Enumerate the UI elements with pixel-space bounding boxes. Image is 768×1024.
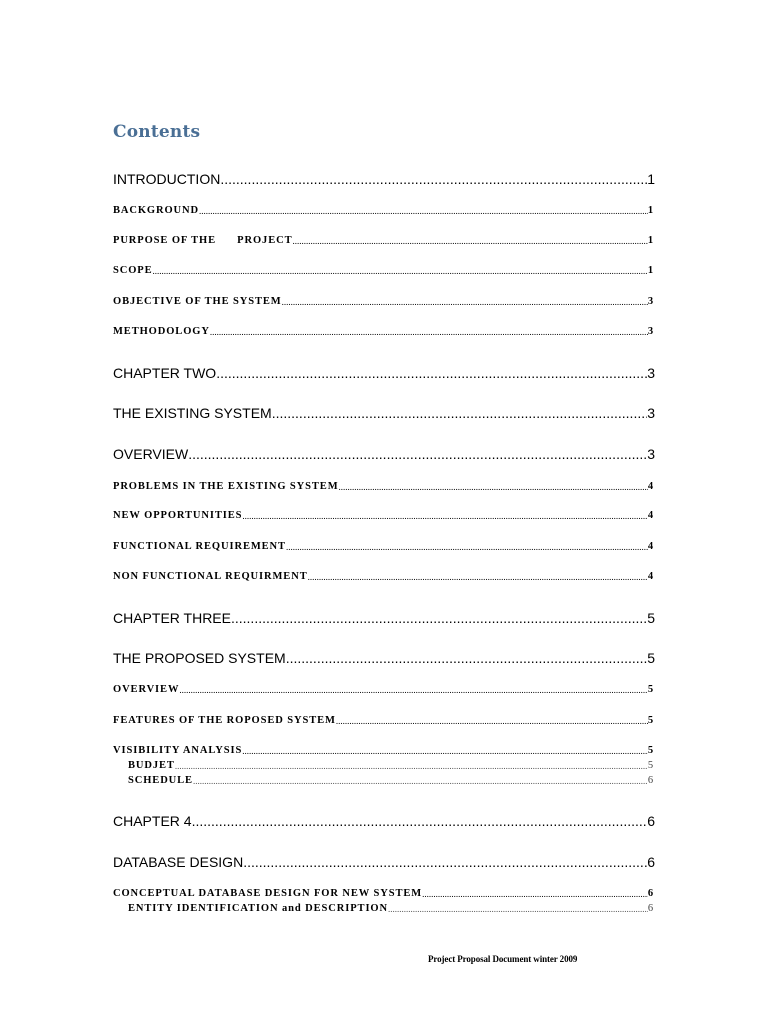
toc-entry-title: THE PROPOSED SYSTEM — [113, 650, 286, 666]
toc-entry-page: 1 — [647, 235, 654, 246]
toc-entry-page: 4 — [647, 541, 654, 552]
toc-entry-title: THE EXISTING SYSTEM — [113, 405, 272, 421]
toc-leader-dots — [216, 365, 647, 381]
toc-leader-dots — [388, 904, 648, 914]
toc-entry-title: NON FUNCTIONAL REQUIRMENT — [113, 571, 308, 582]
toc-leader-dots — [282, 297, 648, 307]
toc-entry-functional-requirement[interactable] — [113, 541, 654, 552]
toc-leader-dots — [220, 171, 647, 187]
toc-leader-dots — [308, 572, 648, 582]
toc-entry-title: BACKGROUND — [113, 205, 200, 216]
toc-leader-dots — [188, 446, 647, 462]
toc-entry-title: ENTITY IDENTIFICATION and DESCRIPTION — [128, 903, 388, 914]
toc-entry-chapter-three[interactable] — [113, 610, 655, 626]
toc-entry-title: CHAPTER TWO — [113, 365, 217, 381]
toc-leader-dots — [192, 813, 648, 829]
toc-leader-dots — [210, 327, 648, 337]
toc-entry-page: 4 — [647, 510, 654, 521]
toc-leader-dots — [193, 776, 648, 786]
toc-entry-overview-2[interactable] — [113, 684, 654, 695]
toc-entry-title: METHODOLOGY — [113, 326, 210, 337]
toc-leader-dots — [243, 854, 647, 870]
toc-leader-dots — [286, 542, 648, 552]
toc-entry-page: 5 — [647, 684, 654, 695]
toc-entry-title: BUDJET — [128, 760, 175, 771]
toc-entry-proposed-system[interactable] — [113, 650, 655, 666]
toc-entry-page: 5 — [647, 745, 654, 756]
toc-entry-page: 6 — [647, 813, 655, 829]
toc-entry-page: 1 — [647, 205, 654, 216]
toc-entry-existing-system[interactable] — [113, 405, 655, 421]
toc-entry-chapter-two[interactable] — [113, 365, 655, 381]
toc-entry-page: 4 — [647, 481, 654, 492]
toc-entry-title: CHAPTER 4 — [113, 813, 192, 829]
toc-entry-title: OBJECTIVE OF THE SYSTEM — [113, 296, 282, 307]
toc-entry-page: 3 — [647, 405, 655, 421]
toc-entry-entity-identification[interactable] — [128, 903, 654, 914]
toc-leader-dots — [339, 482, 648, 492]
toc-entry-page: 6 — [647, 903, 654, 914]
toc-entry-features[interactable] — [113, 715, 654, 726]
toc-leader-dots — [422, 889, 648, 899]
toc-leader-dots — [242, 746, 648, 756]
toc-entry-methodology[interactable] — [113, 326, 654, 337]
toc-entry-introduction[interactable] — [113, 171, 655, 187]
toc-entry-conceptual-design[interactable] — [113, 888, 654, 899]
toc-entry-page: 5 — [647, 715, 654, 726]
toc-entry-non-functional[interactable] — [113, 571, 654, 582]
toc-entry-title: INTRODUCTION — [113, 171, 221, 187]
page-footer: Project Proposal Document winter 2009 — [428, 954, 578, 964]
toc-leader-dots — [272, 405, 648, 421]
toc-leader-dots — [242, 511, 647, 521]
toc-entry-title: DATABASE DESIGN — [113, 854, 244, 870]
toc-leader-dots — [175, 761, 648, 771]
toc-entry-title: NEW OPPORTUNITIES — [113, 510, 243, 521]
toc-leader-dots — [286, 650, 648, 666]
toc-entry-objective[interactable] — [113, 296, 654, 307]
toc-entry-background[interactable] — [113, 205, 654, 216]
toc-entry-page: 5 — [647, 610, 655, 626]
toc-entry-page: 3 — [647, 446, 655, 462]
toc-entry-page: 3 — [647, 365, 655, 381]
toc-entry-overview[interactable] — [113, 446, 655, 462]
toc-entry-title: OVERVIEW — [113, 446, 189, 462]
toc-entry-title: OVERVIEW — [113, 684, 180, 695]
toc-entry-title: VISIBILITY ANALYSIS — [113, 745, 243, 756]
contents-heading: Contents — [113, 122, 201, 142]
toc-entry-page: 1 — [647, 171, 655, 187]
toc-entry-page: 1 — [647, 265, 654, 276]
toc-entry-page: 4 — [647, 571, 654, 582]
toc-leader-dots — [231, 610, 647, 626]
toc-entry-title: PROBLEMS IN THE EXISTING SYSTEM — [113, 481, 339, 492]
toc-entry-scope[interactable] — [113, 265, 654, 276]
toc-entry-page: 3 — [647, 296, 654, 307]
toc-entry-new-opportunities[interactable] — [113, 510, 654, 521]
toc-entry-page: 5 — [647, 760, 654, 771]
toc-entry-page: 6 — [647, 775, 654, 786]
toc-entry-title: SCHEDULE — [128, 775, 193, 786]
toc-leader-dots — [292, 236, 647, 246]
toc-entry-database-design[interactable] — [113, 854, 655, 870]
toc-entry-page: 6 — [647, 854, 655, 870]
toc-entry-schedule[interactable] — [128, 775, 654, 786]
toc-entry-title: PURPOSE OF THE PROJECT — [113, 235, 293, 246]
toc-entry-title: CONCEPTUAL DATABASE DESIGN FOR NEW SYSTEM — [113, 888, 423, 899]
toc-leader-dots — [199, 206, 648, 216]
toc-entry-page: 3 — [647, 326, 654, 337]
toc-entry-budjet[interactable] — [128, 760, 654, 771]
toc-entry-title: FEATURES OF THE ROPOSED SYSTEM — [113, 715, 336, 726]
toc-entry-title: SCOPE — [113, 265, 153, 276]
toc-entry-visibility-analysis[interactable] — [113, 745, 654, 756]
toc-entry-purpose[interactable] — [113, 235, 654, 246]
toc-entry-page: 5 — [647, 650, 655, 666]
toc-leader-dots — [179, 685, 648, 695]
toc-leader-dots — [153, 266, 648, 276]
toc-leader-dots — [336, 716, 648, 726]
toc-entry-chapter-4[interactable] — [113, 813, 655, 829]
toc-entry-title: FUNCTIONAL REQUIREMENT — [113, 541, 286, 552]
toc-entry-title: CHAPTER THREE — [113, 610, 231, 626]
toc-entry-problems[interactable] — [113, 481, 654, 492]
toc-entry-page: 6 — [647, 888, 654, 899]
